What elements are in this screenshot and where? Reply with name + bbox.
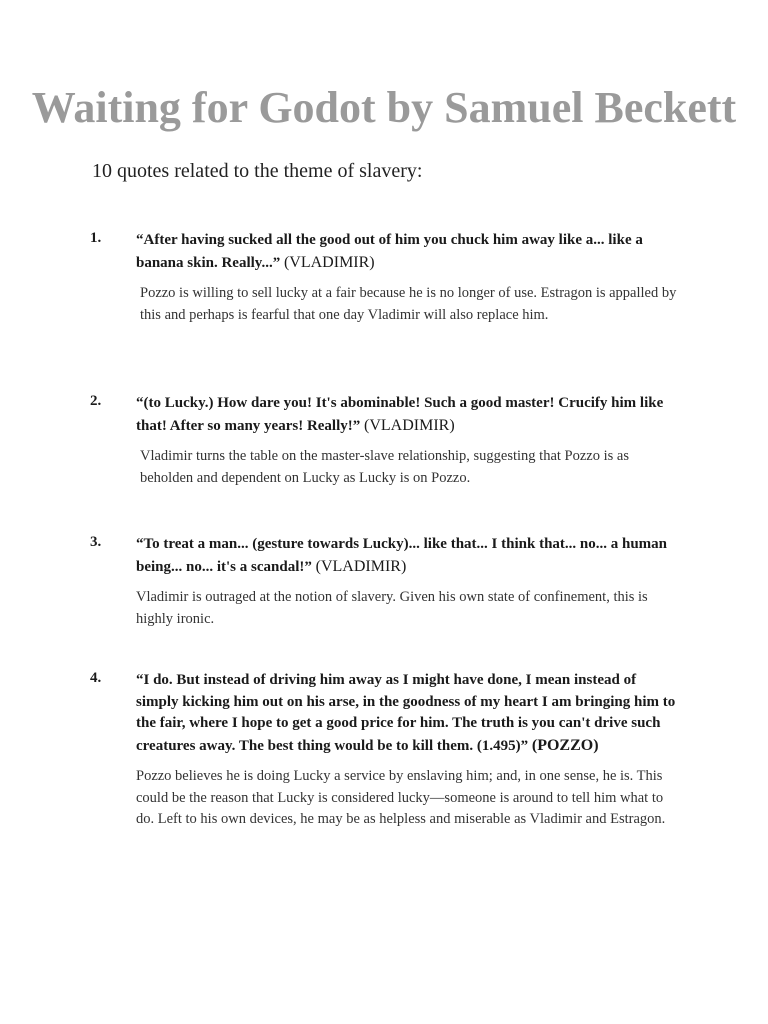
quote-item-1 bbox=[90, 230, 680, 326]
quote-item-2 bbox=[90, 393, 680, 489]
quote-number: 3. bbox=[90, 534, 102, 550]
quote-commentary: Pozzo is willing to sell lucky at a fair because he is no longer of use. Estragon is appalled by this and perhaps is fearful that one day Vladimir will also replace him. bbox=[140, 285, 677, 323]
quote-commentary: Vladimir is outraged at the notion of slavery. Given his own state of confinement, this is highly ironic. bbox=[136, 589, 648, 627]
quote-speaker: (VLADIMIR) bbox=[364, 416, 455, 434]
quote-speaker: (POZZO) bbox=[531, 736, 599, 754]
quote-text: “After having sucked all the good out of him you chuck him away like a... like a banana skin. Really...” (VLADIMIR) bbox=[136, 232, 643, 271]
quote-speaker: (VLADIMIR) bbox=[315, 557, 407, 575]
quote-number: 1. bbox=[90, 230, 102, 246]
quote-speaker: (VLADIMIR) bbox=[283, 253, 375, 271]
quote-number: 4. bbox=[90, 670, 102, 686]
document-title: Waiting for Godot by Samuel Beckett bbox=[31, 83, 737, 132]
quote-item-4 bbox=[90, 670, 680, 831]
quote-text: “To treat a man... (gesture towards Lucky)... like that... I think that... no... a human being... no... it's a scandal!” (VLADIMIR) bbox=[136, 536, 668, 575]
quote-number: 2. bbox=[90, 393, 102, 409]
document-subtitle: 10 quotes related to the theme of slavery: bbox=[92, 160, 423, 182]
quote-commentary: Pozzo believes he is doing Lucky a service by enslaving him; and, in one sense, he is. This could be the reason that Lucky is considered lucky—someone is around to tell him what to do. Left to his own devices, he may be as helpless and miserable as Vladimir and Estragon. bbox=[136, 768, 666, 827]
quote-commentary: Vladimir turns the table on the master-slave relationship, suggesting that Pozzo is as beholden and dependent on Lucky as Lucky is on Pozzo. bbox=[140, 448, 629, 486]
quote-text: “(to Lucky.) How dare you! It's abominable! Such a good master! Crucify him like that! After so many years! Really!” (VLADIMIR) bbox=[136, 395, 664, 434]
quote-item-3 bbox=[90, 534, 680, 630]
quote-text: “I do. But instead of driving him away as I might have done, I mean instead of simply kicking him out on his arse, in the goodness of my heart I am bringing him to the fair, where I hope to get a good price for him. The truth is you can't drive such creatures away. The best thing would be to kill them. (1.495)” (POZZO) bbox=[136, 672, 676, 754]
